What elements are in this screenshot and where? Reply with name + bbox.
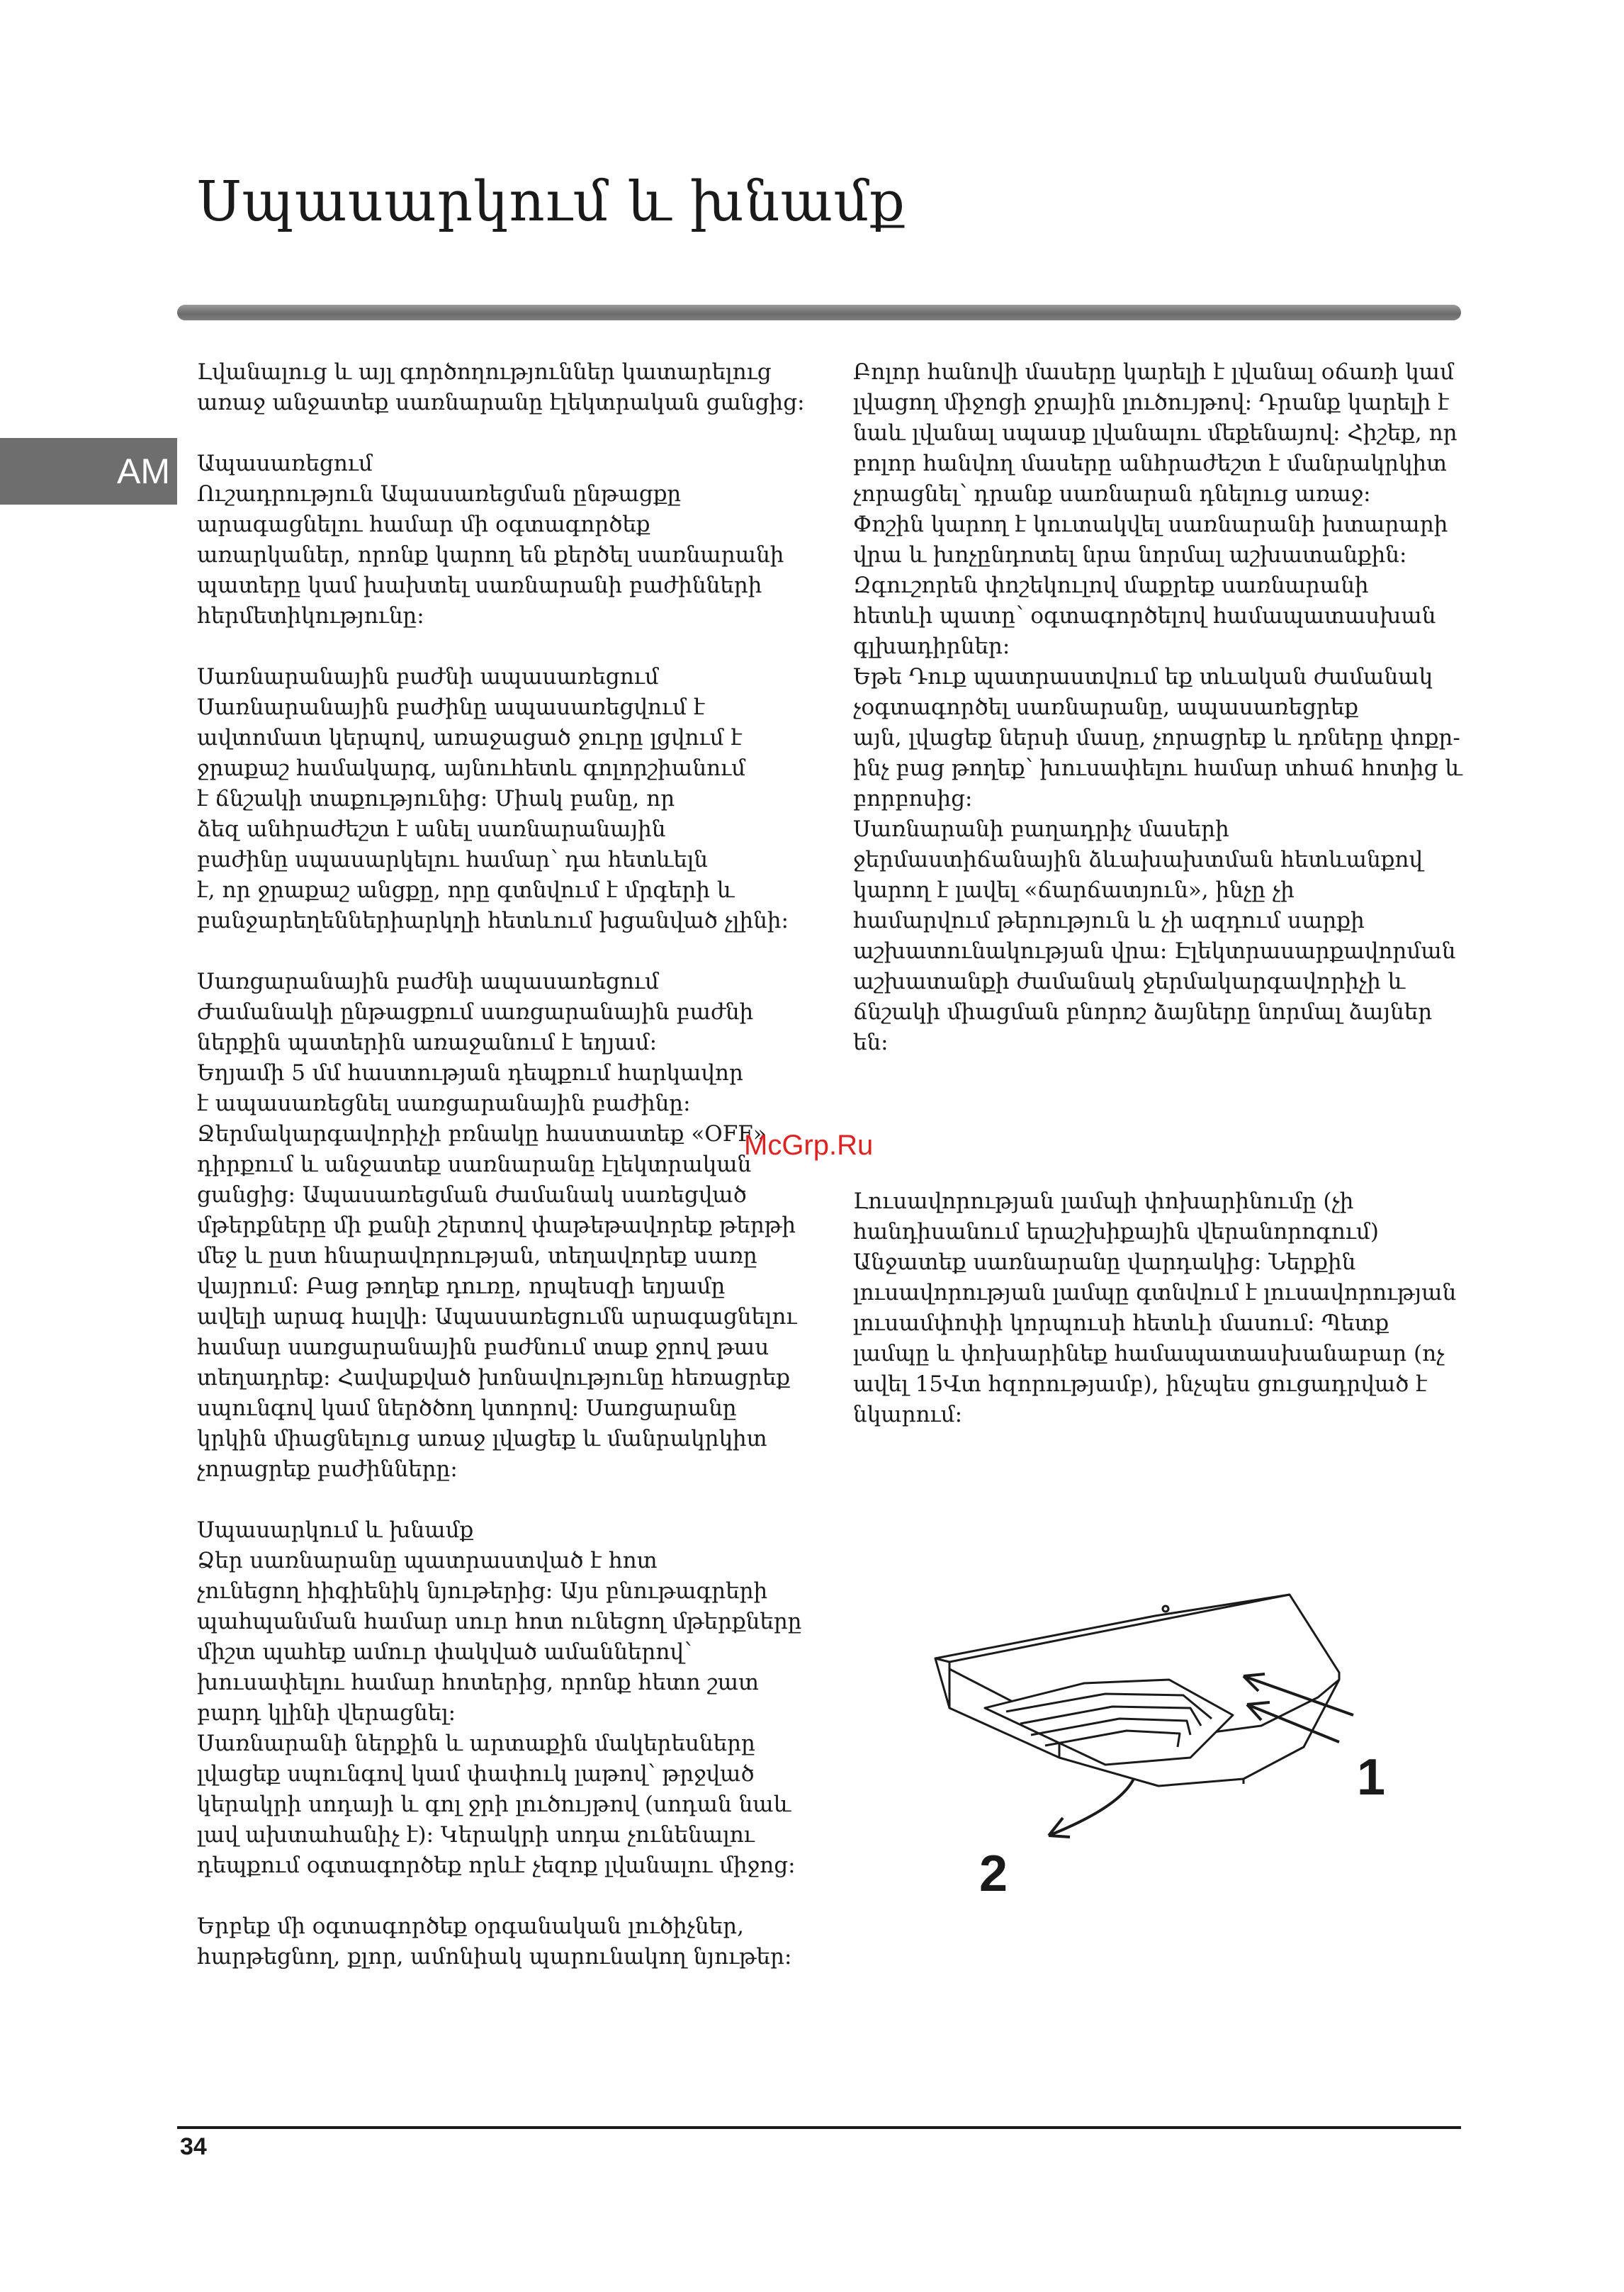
text-line: Ձեր սառնարանը պատրաստված է հոտ bbox=[197, 1548, 658, 1573]
text-line: բոլոր հանվող մասերը անհրաժեշտ է մանրակրկիտ bbox=[853, 451, 1447, 476]
text-line: է, որ ջրաքաշ անցքը, որը գտնվում է մրգերի և bbox=[197, 877, 735, 903]
language-tab: AM bbox=[0, 438, 177, 505]
text-line: համարվում թերություն և չի ազդում սարքի bbox=[853, 908, 1365, 933]
text-line: Զգուշորեն փոշեկուլով մաքրեք սառնարանի bbox=[853, 573, 1369, 598]
text-line: բորբոսից: bbox=[853, 786, 973, 811]
watermark: McGrp.Ru bbox=[744, 1130, 874, 1161]
text-line: ջերմաստիճանային ձևախախտման հետևանքով bbox=[853, 847, 1423, 872]
paragraph-gap bbox=[197, 936, 821, 967]
paragraph-gap bbox=[197, 418, 821, 449]
text-line: են: bbox=[853, 1030, 889, 1055]
text-line: բաժինը սպասարկելու համար՝ դա հետևելն bbox=[197, 847, 708, 872]
text-line: Ջերմակարգավորիչի բռնակը հաստատեք «OFF» bbox=[197, 1121, 767, 1147]
page-title: Սպասարկում և խնամք bbox=[197, 170, 906, 234]
text-line: ավելի արագ հալվի: Ապասառեցումն արագացնելու bbox=[197, 1304, 797, 1330]
text-line: Սառնարանի ներքին և արտաքին մակերեսները bbox=[197, 1731, 755, 1756]
text-line: լավ ախտահանիչ է): Կերակրի սոդա չունենալու bbox=[197, 1822, 755, 1848]
text-line: լուսամփոփի կորպուսի հետևի մասում: Պետք bbox=[853, 1310, 1389, 1336]
text-line: խուսափելու համար հոտերից, որոնք հետո շատ bbox=[197, 1670, 759, 1695]
lamp-housing bbox=[935, 1595, 1339, 1786]
text-line: Ապասառեցում bbox=[197, 451, 373, 476]
text-line: Եթե Դուք պատրաստվում եք տևական ժամանակ bbox=[853, 664, 1433, 690]
text-line: միշտ պահեք ամուր փակված ամաններով՝ bbox=[197, 1639, 692, 1665]
text-line: աշխատունակության վրա: Էլեկտրասարքավորման bbox=[853, 938, 1456, 964]
text-line: ինչ բաց թողեք՝ խուսափելու համար տհաճ հոտից և bbox=[853, 755, 1462, 781]
text-line: Ժամանակի ընթացքում սառցարանային բաժնի bbox=[197, 999, 754, 1025]
text-line: պահպանման համար սուր հոտ ունեցող մթերքները bbox=[197, 1609, 802, 1634]
text-line: Երբեք մի օգտագործեք օրգանական լուծիչներ, bbox=[197, 1914, 744, 1939]
text-line: հետևի պատը՝ օգտագործելով համապատասխան bbox=[853, 603, 1436, 629]
text-line: Ուշադրություն Ապասառեցման ընթացքը bbox=[197, 481, 682, 507]
header-divider bbox=[177, 305, 1461, 320]
text-line: վրա և խոչընդոտել նրա նորմալ աշխատանքին: bbox=[853, 542, 1407, 568]
right-column bbox=[853, 357, 1477, 1058]
text-line: ավել 15Վտ հզորությամբ), ինչպես ցուցադրված է bbox=[853, 1371, 1427, 1397]
paragraph-gap bbox=[197, 1485, 821, 1515]
paragraph-gap bbox=[197, 631, 821, 662]
text-line: նկարում: bbox=[853, 1402, 963, 1427]
text-line: դեպքում օգտագործեք որևէ չեզոք լվանալու միջոց: bbox=[197, 1853, 796, 1878]
text-line: այն, լվացեք ներսի մասը, չորացրեք և դռները փոքր- bbox=[853, 725, 1460, 751]
text-line: Եղյամի 5 մմ հաստության դեպքում հարկավոր bbox=[197, 1060, 743, 1086]
text-line: Սպասարկում և խնամք bbox=[197, 1517, 474, 1543]
text-line: մեջ և ըստ հնարավորության, տեղավորեք սառը bbox=[197, 1243, 757, 1269]
text-line: ավտոմատ կերպով, առաջացած ջուրը լցվում է bbox=[197, 725, 743, 751]
text-line: աշխատանքի ժամանակ ջերմակարգավորիչի և bbox=[853, 969, 1406, 994]
page-number: 34 bbox=[180, 2133, 207, 2160]
text-line: բարդ կլինի վերացնել: bbox=[197, 1700, 456, 1726]
text-line: կերակրի սոդայի և գոլ ջրի լուծույթով (սոդան նաև bbox=[197, 1792, 791, 1817]
text-line: հանդիսանում երաշխիքային վերանորոգում) bbox=[853, 1219, 1379, 1245]
text-line: տեղադրեք: Հավաքված խոնավությունը հեռացրեք bbox=[197, 1365, 791, 1391]
text-line: Սառնարանային բաժինը ապասառեցվում է bbox=[197, 695, 705, 720]
text-line: լվացեք սպունգով կամ փափուկ լաթով՝ թրջված bbox=[197, 1761, 755, 1787]
figure-label-1: 1 bbox=[1357, 1749, 1386, 1806]
right-column-lower bbox=[853, 1186, 1477, 1430]
text-line: լուսավորության լամպը գտնվում է լուսավորության bbox=[853, 1280, 1457, 1305]
text-line: առարկաներ, որոնք կարող են քերծել սառնարանի bbox=[197, 542, 784, 568]
figure-label-2: 2 bbox=[979, 1846, 1008, 1902]
text-line: լվացող միջոցի ջրային լուծույթով: Դրանք կարելի է bbox=[853, 390, 1449, 415]
footer-divider bbox=[177, 2126, 1461, 2129]
left-column bbox=[197, 357, 821, 1972]
text-line: չունեցող հիգիենիկ նյութերից: Այս բնութագրերի bbox=[197, 1578, 768, 1604]
text-line: Սառնարանի բաղադրիչ մասերի bbox=[853, 816, 1229, 842]
text-line: Սառցարանային բաժնի ապասառեցում bbox=[197, 969, 659, 994]
text-line: բանջարեղեններիարկղի հետևում խցանված չլինի: bbox=[197, 908, 789, 933]
text-line: կրկին միացնելուց առաջ լվացեք և մանրակրկիտ bbox=[197, 1426, 767, 1451]
text-line: Անջատեք սառնարանը վարդակից: Ներքին bbox=[853, 1249, 1356, 1275]
text-line: համար սառցարանային բաժնում տաք ջրով թաս bbox=[197, 1335, 769, 1360]
text-line: Սառնարանային բաժնի ապասառեցում bbox=[197, 664, 659, 690]
text-line: չօգտագործել սառնարանը, ապասառեցրեք bbox=[853, 695, 1359, 720]
text-line: ձեզ անհրաժեշտ է անել սառնարանային bbox=[197, 816, 666, 842]
text-line: է ապասառեցնել սառցարանային բաժինը: bbox=[197, 1091, 691, 1116]
text-line: առաջ անջատեք սառնարանը էլեկտրական ցանցից: bbox=[197, 390, 805, 415]
text-line: նաև լվանալ սպասք լվանալու մեքենայով: Հիշեք, որ bbox=[853, 420, 1457, 446]
text-line: կարող է լավել «ճարճատյուն», ինչը չի bbox=[853, 877, 1295, 903]
text-line: Լվանալուց և այլ գործողություններ կատարելուց bbox=[197, 359, 772, 385]
text-line: մթերքները մի քանի շերտով փաթեթավորեք թերթի bbox=[197, 1213, 796, 1238]
text-line: հարթեցնող, քլոր, ամոնիակ պարունակող նյութեր: bbox=[197, 1944, 792, 1970]
lamp-cover-illustration bbox=[921, 1573, 1431, 1914]
text-line: ներքին պատերին առաջանում է եղյամ: bbox=[197, 1030, 658, 1055]
text-line: լամպը և փոխարինեք համապատասխանաբար (ոչ bbox=[853, 1341, 1445, 1366]
text-line: սպունգով կամ ներծծող կտորով: Սառցարանը bbox=[197, 1395, 737, 1421]
text-line: վայրում: Բաց թողեք դուռը, որպեսզի եղյամը bbox=[197, 1274, 726, 1299]
text-line: հերմետիկությունը: bbox=[197, 603, 424, 629]
text-line: Բոլոր հանովի մասերը կարելի է լվանալ օճառի կամ bbox=[853, 359, 1455, 385]
text-line: չորացրեք բաժինները: bbox=[197, 1456, 458, 1482]
text-line: ջրաքաշ համակարգ, այնուհետև գոլորշիանում bbox=[197, 755, 746, 781]
text-line: Փոշին կարող է կուտակվել սառնարանի խտարարի bbox=[853, 512, 1448, 537]
paragraph-gap bbox=[197, 1881, 821, 1911]
text-line: ցանցից: Ապասառեցման ժամանակ սառեցված bbox=[197, 1182, 747, 1208]
text-line: գլխադիրներ: bbox=[853, 634, 1010, 659]
text-line: Լուսավորության լամպի փոխարինումը (չի bbox=[853, 1189, 1354, 1214]
text-line: է ճնշակի տաքությունից: Միակ բանը, որ bbox=[197, 786, 675, 811]
text-line: չորացնել՝ դրանք սառնարան դնելուց առաջ: bbox=[853, 481, 1371, 507]
text-line: ճնշակի միացման բնորոշ ձայները նորմալ ձայներ bbox=[853, 999, 1433, 1025]
text-line: դիրքում և անջատեք սառնարանը էլեկտրական bbox=[197, 1152, 752, 1177]
text-line: պատերը կամ խախտել սառնարանի բաժինների bbox=[197, 573, 762, 598]
text-line: արագացնելու համար մի օգտագործեք bbox=[197, 512, 650, 537]
